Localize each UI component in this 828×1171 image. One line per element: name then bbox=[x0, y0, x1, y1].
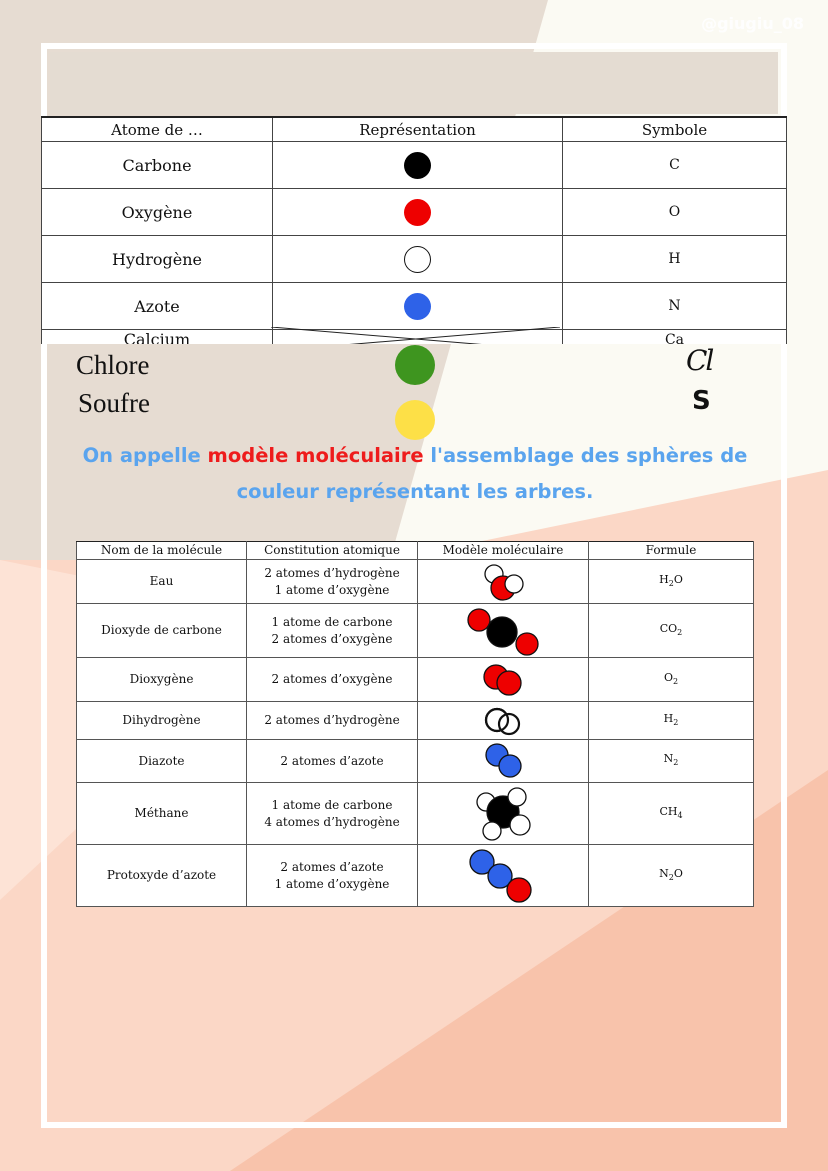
formula-symbol: N bbox=[659, 866, 669, 880]
molecule-table-container bbox=[76, 541, 754, 907]
sulfur-sphere-icon bbox=[395, 400, 435, 440]
formula-subscript: 2 bbox=[673, 758, 679, 768]
header-constitution: Constitution atomique bbox=[247, 542, 418, 560]
constitution-line: 1 atome d’oxygène bbox=[274, 876, 390, 891]
hydrogen-sphere-icon bbox=[404, 246, 431, 273]
definition-caption bbox=[45, 438, 785, 510]
dioxygen-molecule-icon bbox=[473, 660, 533, 700]
molecule-row-eau bbox=[77, 560, 754, 604]
soufre-label: Soufre bbox=[78, 388, 150, 418]
formula-subscript: 4 bbox=[677, 811, 683, 821]
atom-name: Oxygène bbox=[42, 189, 273, 236]
molecule-name: Dioxyde de carbone bbox=[77, 604, 247, 658]
oxygen-sphere-icon bbox=[404, 199, 431, 226]
water-molecule-icon bbox=[473, 561, 533, 603]
atom-name: Carbone bbox=[42, 142, 273, 189]
molecule-row-methane bbox=[77, 783, 754, 845]
formula-cell bbox=[589, 845, 754, 907]
constitution-line: 1 atome de carbone bbox=[271, 614, 393, 629]
formula-symbol: H bbox=[663, 711, 674, 725]
carbon-dioxide-molecule-icon bbox=[463, 606, 543, 656]
sulfur-symbol: S bbox=[692, 386, 711, 416]
molecule-name: Méthane bbox=[77, 783, 247, 845]
formula-subscript: 2 bbox=[668, 873, 674, 883]
constitution-line: 1 atome de carbone bbox=[271, 797, 393, 812]
chlore-label: Chlore bbox=[76, 350, 150, 380]
chlorine-symbol: Cl bbox=[686, 344, 713, 377]
constitution-line: 1 atome d’oxygène bbox=[274, 582, 390, 597]
formula-symbol: CO bbox=[659, 621, 678, 635]
header-molecule-name: Nom de la molécule bbox=[77, 542, 247, 560]
formula-symbol: CH bbox=[659, 804, 678, 818]
molecule-name: Dioxygène bbox=[77, 658, 247, 702]
methane-molecule-icon bbox=[468, 784, 538, 844]
formula-symbol: H bbox=[659, 572, 669, 586]
atom-symbol: Ca bbox=[563, 330, 787, 345]
formula-subscript: 2 bbox=[672, 677, 679, 687]
nitrogen-sphere-icon bbox=[404, 293, 431, 320]
molecule-row-dioxygene bbox=[77, 658, 754, 702]
molecule-row-diazote bbox=[77, 740, 754, 783]
formula-cell bbox=[589, 560, 754, 604]
constitution-line: 2 atomes d’azote bbox=[280, 753, 384, 768]
header-atom: Atome de … bbox=[42, 117, 273, 142]
header-model: Modèle moléculaire bbox=[418, 542, 589, 560]
atom-row-azote bbox=[42, 283, 787, 330]
formula-subscript: 2 bbox=[677, 628, 683, 638]
caption-part2: l'assemblage des sphères de couleur représentant les arbres. bbox=[236, 444, 748, 503]
constitution-line: 2 atomes d’oxygène bbox=[271, 672, 393, 686]
constitution-line: 2 atomes d’hydrogène bbox=[264, 565, 400, 580]
nitrous-oxide-molecule-icon bbox=[465, 846, 541, 906]
molecule-row-dioxyde-de-carbone bbox=[77, 604, 754, 658]
formula-symbol: O bbox=[663, 670, 673, 684]
constitution-line: 2 atomes d’azote bbox=[280, 859, 384, 874]
atom-name: Azote bbox=[42, 283, 273, 330]
formula-cell bbox=[589, 604, 754, 658]
formula-symbol: O bbox=[673, 866, 683, 880]
formula-subscript: 2 bbox=[673, 718, 679, 728]
molecule-row-protoxyde-d-azote bbox=[77, 845, 754, 907]
caption-part1: On appelle bbox=[82, 444, 208, 467]
atom-symbol: H bbox=[563, 236, 787, 283]
molecule-table-header bbox=[77, 542, 754, 560]
atom-name: Calcium bbox=[42, 330, 273, 345]
formula-cell bbox=[589, 702, 754, 740]
molecule-name: Diazote bbox=[77, 740, 247, 783]
atom-symbol: O bbox=[563, 189, 787, 236]
molecule-name: Dihydrogène bbox=[77, 702, 247, 740]
molecule-row-dihydrogene bbox=[77, 702, 754, 740]
molecule-table bbox=[76, 541, 754, 907]
formula-cell bbox=[589, 740, 754, 783]
atom-table-container bbox=[41, 116, 787, 344]
molecule-name: Eau bbox=[77, 560, 247, 604]
carbon-sphere-icon bbox=[404, 152, 431, 179]
atom-symbol: C bbox=[563, 142, 787, 189]
watermark-handle: @giugiu_08 bbox=[701, 14, 804, 33]
formula-cell bbox=[589, 658, 754, 702]
caption-highlight: modèle moléculaire bbox=[207, 444, 424, 467]
header-symbol: Symbole bbox=[563, 117, 787, 142]
molecule-name: Protoxyde d’azote bbox=[77, 845, 247, 907]
atom-row-oxygene bbox=[42, 189, 787, 236]
atom-row-carbone bbox=[42, 142, 787, 189]
atom-table bbox=[41, 116, 787, 344]
atom-row-hydrogene bbox=[42, 236, 787, 283]
formula-symbol: N bbox=[663, 752, 674, 766]
constitution-line: 2 atomes d’hydrogène bbox=[264, 713, 400, 727]
constitution-line: 2 atomes d’oxygène bbox=[271, 631, 393, 646]
formula-symbol: O bbox=[673, 572, 683, 586]
calcium-cross-mark bbox=[271, 327, 560, 344]
header-representation: Représentation bbox=[273, 117, 563, 142]
gray-header-bar bbox=[50, 52, 778, 114]
atom-table-header bbox=[42, 117, 787, 142]
atom-name: Hydrogène bbox=[42, 236, 273, 283]
dihydrogen-molecule-icon bbox=[473, 703, 533, 739]
chlorine-sphere-icon bbox=[395, 345, 435, 385]
atom-symbol: N bbox=[563, 283, 787, 330]
constitution-line: 4 atomes d’hydrogène bbox=[264, 814, 400, 829]
formula-subscript: 2 bbox=[668, 579, 674, 589]
header-formula: Formule bbox=[589, 542, 754, 560]
formula-cell bbox=[589, 783, 754, 845]
dinitrogen-molecule-icon bbox=[473, 740, 533, 782]
